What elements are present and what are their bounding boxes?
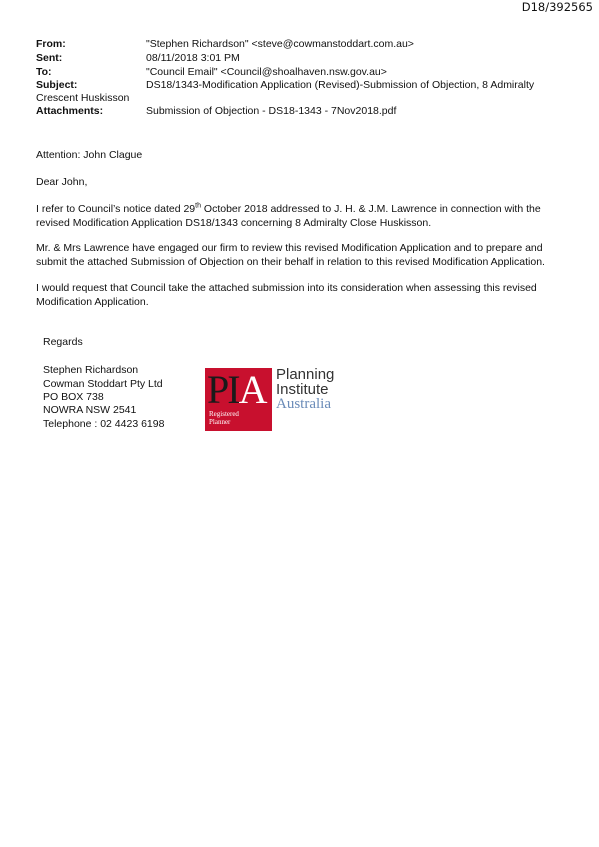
subject-value: DS18/1343-Modification Application (Revised)-Submission of Objection, 8 Admiralty — [146, 79, 535, 91]
signature-phone: Telephone : 02 4423 6198 — [43, 418, 165, 430]
attachments-label: Attachments: — [36, 105, 104, 117]
paragraph-3: I would request that Council take the attached submission into its consideration when assessing this revised Modification Application. — [36, 282, 537, 308]
attachment-link[interactable]: Submission of Objection - DS18-1343 - 7Nov2018.pdf — [146, 105, 397, 117]
pia-letters: PIA — [207, 368, 266, 412]
document-reference: D18/392565 — [521, 0, 593, 14]
pia-logo-mark — [205, 368, 272, 431]
signature-po-box: PO BOX 738 — [43, 391, 104, 403]
paragraph-1-start: I refer to Council’s notice dated 29 — [36, 203, 196, 215]
subject-continuation: Crescent Huskisson — [36, 92, 130, 104]
to-label: To: — [36, 66, 52, 78]
pia-logo-text — [276, 367, 334, 412]
logo-line-institute: Institute — [276, 381, 329, 398]
signature-town: NOWRA NSW 2541 — [43, 404, 137, 416]
subject-label: Subject: — [36, 79, 78, 91]
signature-company: Cowman Stoddart Pty Ltd — [43, 378, 163, 390]
sent-value: 08/11/2018 3:01 PM — [146, 52, 240, 64]
logo-line-australia: Australia — [276, 396, 331, 412]
paragraph-1 — [36, 202, 566, 230]
from-label: From: — [36, 38, 66, 50]
regards: Regards — [43, 336, 83, 348]
signature-name: Stephen Richardson — [43, 364, 139, 376]
greeting: Dear John, — [36, 176, 88, 188]
registered-planner-text: Registered Planner — [209, 410, 239, 426]
ordinal-suffix: th — [195, 202, 201, 210]
to-value: "Council Email" <Council@shoalhaven.nsw.gov.au> — [146, 66, 387, 78]
paragraph-2: Mr. & Mrs Lawrence have engaged our firm to review this revised Modification Application and to prepare and submit the attached Submission of Objection on their behalf in relation to this revised Modification Application. — [36, 242, 545, 268]
paragraph-1-rest: October 2018 addressed to J. H. & J.M. Lawrence in connection with the revised Modification Application DS18/1343 concerning 8 Admiralty Close Huskisson. — [36, 203, 541, 229]
attention-line: Attention: John Clague — [36, 149, 143, 161]
logo-line-planning: Planning — [276, 366, 335, 383]
sent-label: Sent: — [36, 52, 63, 64]
from-value: "Stephen Richardson" <steve@cowmanstoddart.com.au> — [146, 38, 414, 50]
